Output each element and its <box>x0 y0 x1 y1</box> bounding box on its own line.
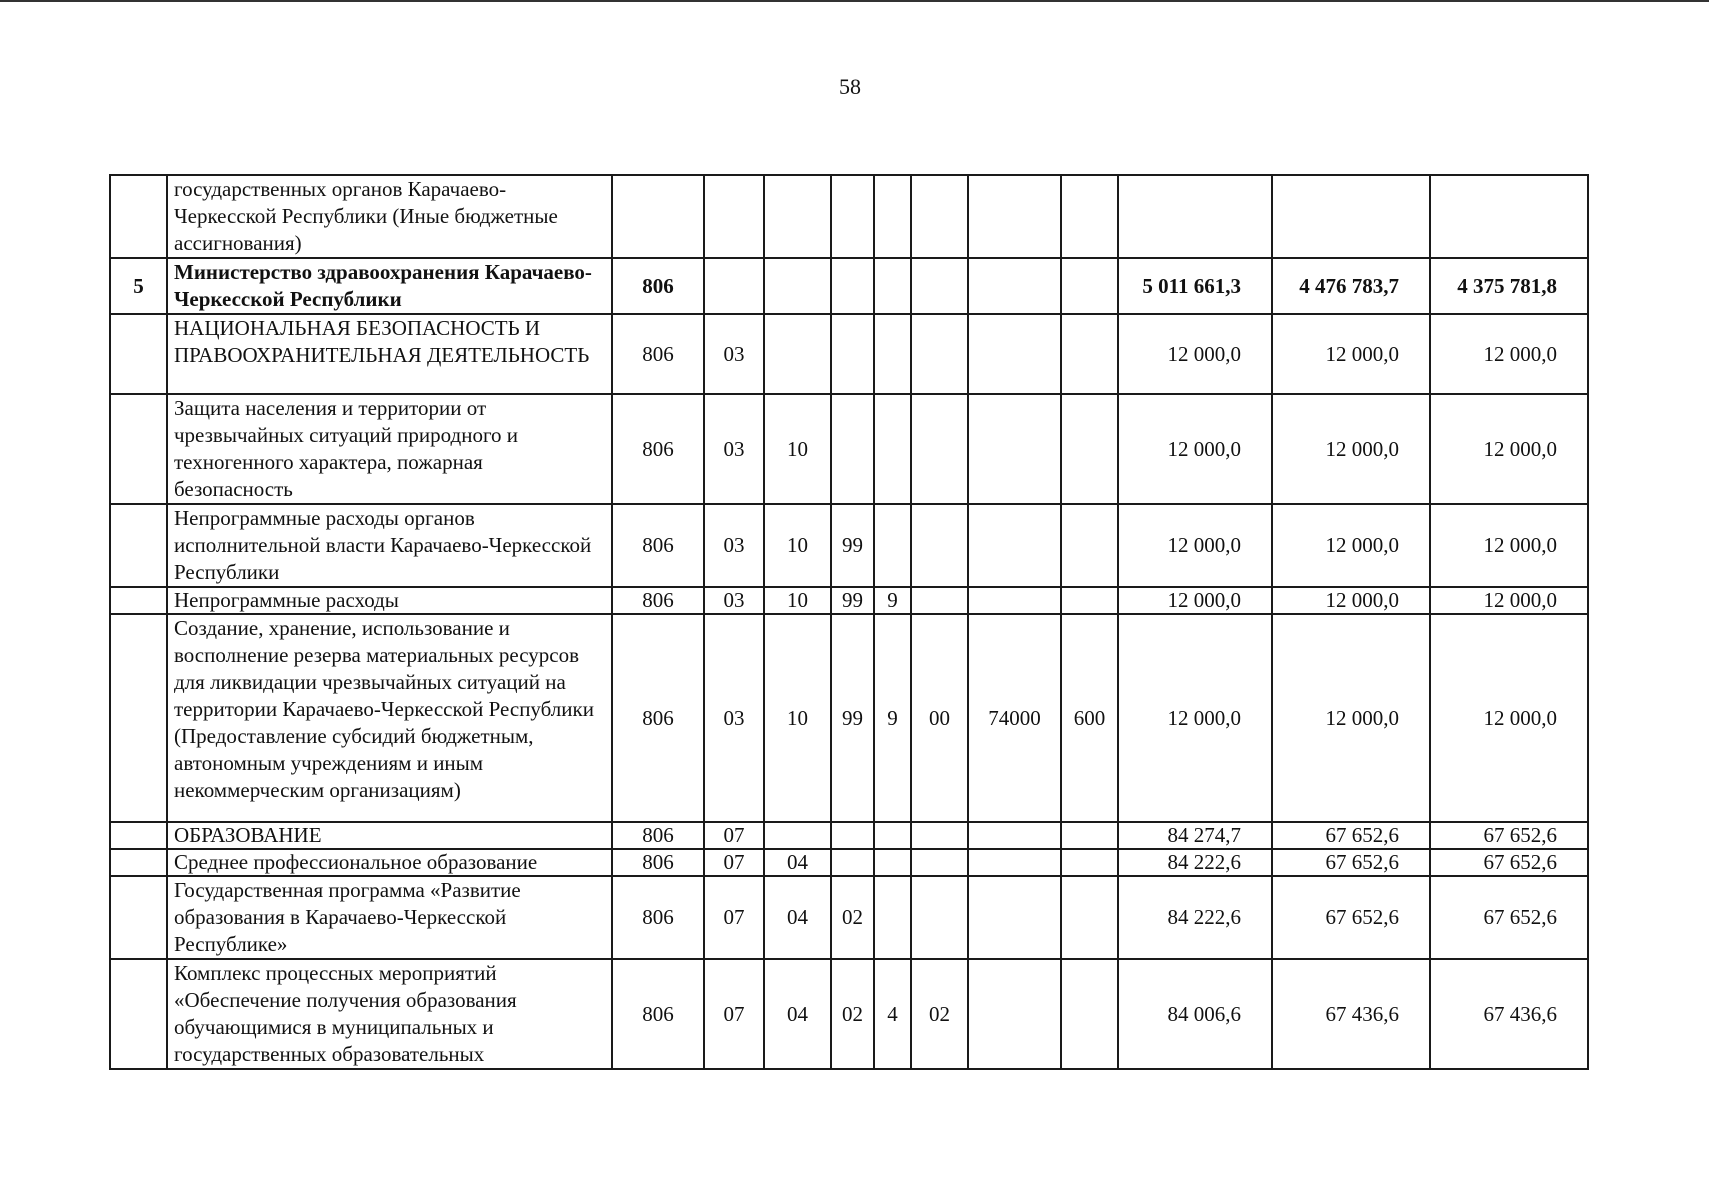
cell-pr: 10 <box>764 504 831 587</box>
cell-num <box>110 394 167 504</box>
cell-gr: 806 <box>612 504 704 587</box>
cell-gr: 806 <box>612 822 704 849</box>
cell-s3: 12 000,0 <box>1430 614 1588 822</box>
table-row <box>110 614 1588 822</box>
cell-gr: 806 <box>612 849 704 876</box>
cell-c2: 9 <box>874 587 911 614</box>
cell-rz: 07 <box>704 876 764 959</box>
cell-c4 <box>968 175 1061 258</box>
cell-s1: 84 274,7 <box>1118 822 1272 849</box>
cell-c1 <box>831 258 874 314</box>
cell-c4 <box>968 504 1061 587</box>
cell-pr <box>764 822 831 849</box>
cell-c1 <box>831 394 874 504</box>
cell-name: государственных органов Карачаево-Черкесской Республики (Иные бюджетные ассигнования) <box>167 175 612 258</box>
cell-name: Непрограммные расходы <box>167 587 612 614</box>
budget-table <box>109 174 1589 1070</box>
cell-num <box>110 587 167 614</box>
cell-c2 <box>874 876 911 959</box>
cell-rz: 03 <box>704 614 764 822</box>
cell-vr <box>1061 959 1118 1069</box>
cell-c4 <box>968 876 1061 959</box>
cell-s2: 12 000,0 <box>1272 394 1430 504</box>
cell-s3: 12 000,0 <box>1430 314 1588 394</box>
cell-s3: 67 652,6 <box>1430 849 1588 876</box>
cell-rz: 07 <box>704 849 764 876</box>
cell-c2 <box>874 504 911 587</box>
cell-c1: 02 <box>831 959 874 1069</box>
cell-c1 <box>831 849 874 876</box>
cell-rz: 03 <box>704 504 764 587</box>
cell-gr: 806 <box>612 314 704 394</box>
cell-num <box>110 876 167 959</box>
table-row <box>110 876 1588 959</box>
cell-pr: 10 <box>764 587 831 614</box>
scan-edge-line <box>0 0 1709 2</box>
cell-c4 <box>968 258 1061 314</box>
table-row <box>110 504 1588 587</box>
cell-vr: 600 <box>1061 614 1118 822</box>
cell-name: Государственная программа «Развитие образования в Карачаево-Черкесской Республике» <box>167 876 612 959</box>
cell-rz: 07 <box>704 822 764 849</box>
cell-pr <box>764 175 831 258</box>
cell-pr: 04 <box>764 959 831 1069</box>
cell-c4 <box>968 849 1061 876</box>
table-row <box>110 587 1588 614</box>
cell-num <box>110 822 167 849</box>
cell-s3 <box>1430 175 1588 258</box>
cell-name: Министерство здравоохранения Карачаево-Черкесской Республики <box>167 258 612 314</box>
cell-c4: 74000 <box>968 614 1061 822</box>
cell-s1: 12 000,0 <box>1118 587 1272 614</box>
cell-gr: 806 <box>612 614 704 822</box>
cell-s3: 67 652,6 <box>1430 876 1588 959</box>
cell-pr: 10 <box>764 394 831 504</box>
cell-s1: 12 000,0 <box>1118 614 1272 822</box>
cell-pr <box>764 258 831 314</box>
cell-vr <box>1061 587 1118 614</box>
cell-s2: 12 000,0 <box>1272 614 1430 822</box>
cell-name: НАЦИОНАЛЬНАЯ БЕЗОПАСНОСТЬ И ПРАВООХРАНИТЕЛЬНАЯ ДЕЯТЕЛЬНОСТЬ <box>167 314 612 394</box>
cell-c3 <box>911 314 968 394</box>
cell-c3 <box>911 258 968 314</box>
cell-c3: 02 <box>911 959 968 1069</box>
cell-c3 <box>911 876 968 959</box>
cell-pr: 04 <box>764 876 831 959</box>
cell-c1: 99 <box>831 587 874 614</box>
cell-name: Непрограммные расходы органов исполнительной власти Карачаево-Черкесской Республики <box>167 504 612 587</box>
cell-pr <box>764 314 831 394</box>
cell-s1: 12 000,0 <box>1118 314 1272 394</box>
cell-c3 <box>911 394 968 504</box>
cell-s1: 84 222,6 <box>1118 876 1272 959</box>
table-row <box>110 394 1588 504</box>
cell-num <box>110 504 167 587</box>
cell-s2 <box>1272 175 1430 258</box>
cell-num <box>110 314 167 394</box>
cell-name: Среднее профессиональное образование <box>167 849 612 876</box>
cell-name: Комплекс процессных мероприятий «Обеспечение получения образования обучающимися в муниципальных и государственных образовательных <box>167 959 612 1069</box>
cell-rz <box>704 258 764 314</box>
cell-name: Защита населения и территории от чрезвычайных ситуаций природного и техногенного характера, пожарная безопасность <box>167 394 612 504</box>
cell-s3: 12 000,0 <box>1430 394 1588 504</box>
cell-s3: 4 375 781,8 <box>1430 258 1588 314</box>
cell-name: ОБРАЗОВАНИЕ <box>167 822 612 849</box>
cell-s2: 67 436,6 <box>1272 959 1430 1069</box>
cell-c1: 99 <box>831 504 874 587</box>
cell-c2 <box>874 314 911 394</box>
cell-gr: 806 <box>612 394 704 504</box>
cell-c2: 9 <box>874 614 911 822</box>
cell-pr: 10 <box>764 614 831 822</box>
cell-vr <box>1061 394 1118 504</box>
cell-vr <box>1061 258 1118 314</box>
cell-vr <box>1061 504 1118 587</box>
cell-c2 <box>874 394 911 504</box>
cell-num: 5 <box>110 258 167 314</box>
cell-rz: 03 <box>704 394 764 504</box>
cell-gr: 806 <box>612 587 704 614</box>
table-row <box>110 314 1588 394</box>
cell-c2 <box>874 849 911 876</box>
cell-s1: 84 006,6 <box>1118 959 1272 1069</box>
cell-s3: 67 436,6 <box>1430 959 1588 1069</box>
cell-vr <box>1061 849 1118 876</box>
cell-s3: 12 000,0 <box>1430 587 1588 614</box>
cell-rz: 03 <box>704 587 764 614</box>
cell-rz: 07 <box>704 959 764 1069</box>
cell-vr <box>1061 175 1118 258</box>
cell-c3 <box>911 822 968 849</box>
cell-c3 <box>911 504 968 587</box>
cell-s1: 12 000,0 <box>1118 394 1272 504</box>
cell-c1: 99 <box>831 614 874 822</box>
cell-c1 <box>831 822 874 849</box>
cell-c1: 02 <box>831 876 874 959</box>
table-row <box>110 822 1588 849</box>
cell-s2: 67 652,6 <box>1272 849 1430 876</box>
cell-s2: 12 000,0 <box>1272 587 1430 614</box>
table-row <box>110 175 1588 258</box>
cell-s2: 67 652,6 <box>1272 822 1430 849</box>
cell-c3: 00 <box>911 614 968 822</box>
cell-s1: 5 011 661,3 <box>1118 258 1272 314</box>
cell-c4 <box>968 822 1061 849</box>
cell-num <box>110 849 167 876</box>
cell-c2 <box>874 258 911 314</box>
cell-num <box>110 175 167 258</box>
cell-s2: 12 000,0 <box>1272 314 1430 394</box>
cell-c4 <box>968 394 1061 504</box>
cell-c4 <box>968 959 1061 1069</box>
cell-c2 <box>874 822 911 849</box>
cell-c2 <box>874 175 911 258</box>
cell-c1 <box>831 175 874 258</box>
cell-c3 <box>911 587 968 614</box>
cell-s1 <box>1118 175 1272 258</box>
page-number: 58 <box>839 74 861 99</box>
cell-s2: 4 476 783,7 <box>1272 258 1430 314</box>
cell-c4 <box>968 314 1061 394</box>
table-row <box>110 258 1588 314</box>
cell-c3 <box>911 849 968 876</box>
cell-num <box>110 614 167 822</box>
cell-gr <box>612 175 704 258</box>
cell-pr: 04 <box>764 849 831 876</box>
table-row <box>110 959 1588 1069</box>
cell-gr: 806 <box>612 876 704 959</box>
cell-c3 <box>911 175 968 258</box>
cell-vr <box>1061 314 1118 394</box>
cell-gr: 806 <box>612 258 704 314</box>
cell-s3: 67 652,6 <box>1430 822 1588 849</box>
cell-c2: 4 <box>874 959 911 1069</box>
cell-s2: 67 652,6 <box>1272 876 1430 959</box>
cell-c1 <box>831 314 874 394</box>
cell-gr: 806 <box>612 959 704 1069</box>
cell-s3: 12 000,0 <box>1430 504 1588 587</box>
cell-name: Создание, хранение, использование и восполнение резерва материальных ресурсов для ликвидации чрезвычайных ситуаций на территории Карачаево-Черкесской Республики (Предоставление субсидий бюджетным, автономным учреждениям и иным некоммерческим организациям) <box>167 614 612 822</box>
cell-s1: 12 000,0 <box>1118 504 1272 587</box>
cell-rz <box>704 175 764 258</box>
cell-s2: 12 000,0 <box>1272 504 1430 587</box>
cell-s1: 84 222,6 <box>1118 849 1272 876</box>
cell-num <box>110 959 167 1069</box>
table-row <box>110 849 1588 876</box>
cell-c4 <box>968 587 1061 614</box>
cell-vr <box>1061 822 1118 849</box>
cell-rz: 03 <box>704 314 764 394</box>
cell-vr <box>1061 876 1118 959</box>
